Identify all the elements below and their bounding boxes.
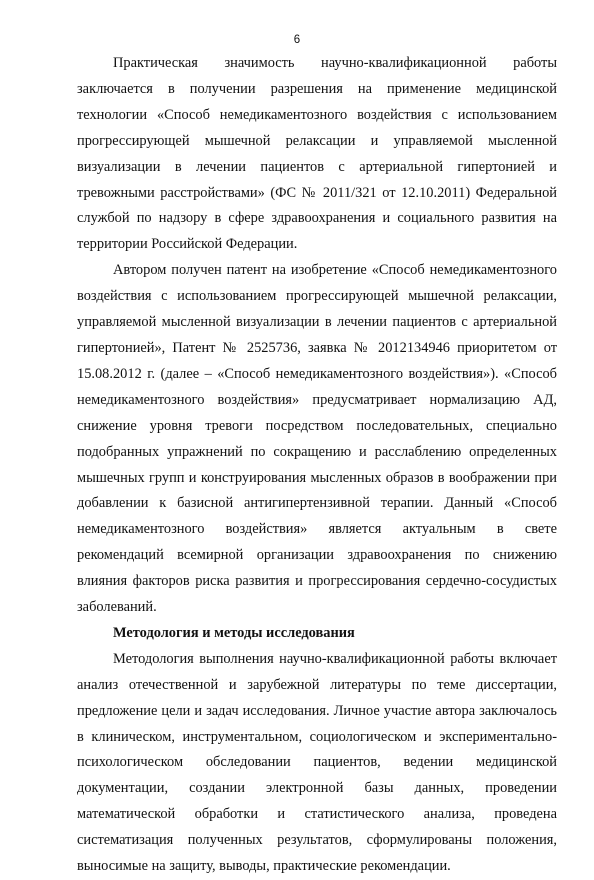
page-number: 6 — [293, 34, 301, 46]
section-heading-methodology: Методология и методы исследования — [113, 624, 355, 641]
paragraph-patent: Автором получен патент на изобретение «Способ немедикаментозного воздействия с использованием прогрессирующей мышечной релаксации, управляемой мысленной визуализации в лечении пациентов с артериальной гипертонией», Патент № 2525736, заявка № 2012134946 приоритетом от 15.08.2012 г. (далее – «Способ немедикаментозного воздействия»). «Способ немедикаментозного воздействия» предусматривает нормализацию АД, снижение уровня тревоги посредством последовательных, специально подобранных упражнений по сокращению и расслаблению определенных мышечных групп и конструирования мысленных образов в воображении при добавлении к базисной антигипертензивной терапии. Данный «Способ немедикаментозного воздействия» является актуальным в свете рекомендаций всемирной организации здравоохранения по снижению влияния факторов риска развития и прогрессирования сердечно-сосудистых заболеваний. — [77, 262, 557, 616]
paragraph-methodology: Методология выполнения научно-квалификационной работы включает анализ отечественной и зарубежной литературы по теме диссертации, предложение цели и задач исследования. Личное участие автора заключалось в клиническом, инструментальном, социологическом и экспериментально-психологическом обследовании пациентов, ведении медицинской документации, создании электронной базы данных, проведении математической обработки и статистического анализа, проведена систематизация полученных результатов, сформулированы положения, выносимые на защиту, выводы, практические рекомендации. — [77, 650, 557, 875]
paragraph-practical-significance: Практическая значимость научно-квалификационной работы заключается в получении разрешения на применение медицинской технологии «Способ немедикаментозного воздействия с использованием прогрессирующей мышечной релаксации и управляемой мысленной визуализации в лечении пациентов с артериальной гипертонией и тревожными расстройствами» (ФС № 2011/321 от 12.10.2011) Федеральной службой по надзору в сфере здравоохранения и социального развития на территории Российской Федерации. — [77, 55, 557, 253]
document-body — [77, 51, 557, 880]
